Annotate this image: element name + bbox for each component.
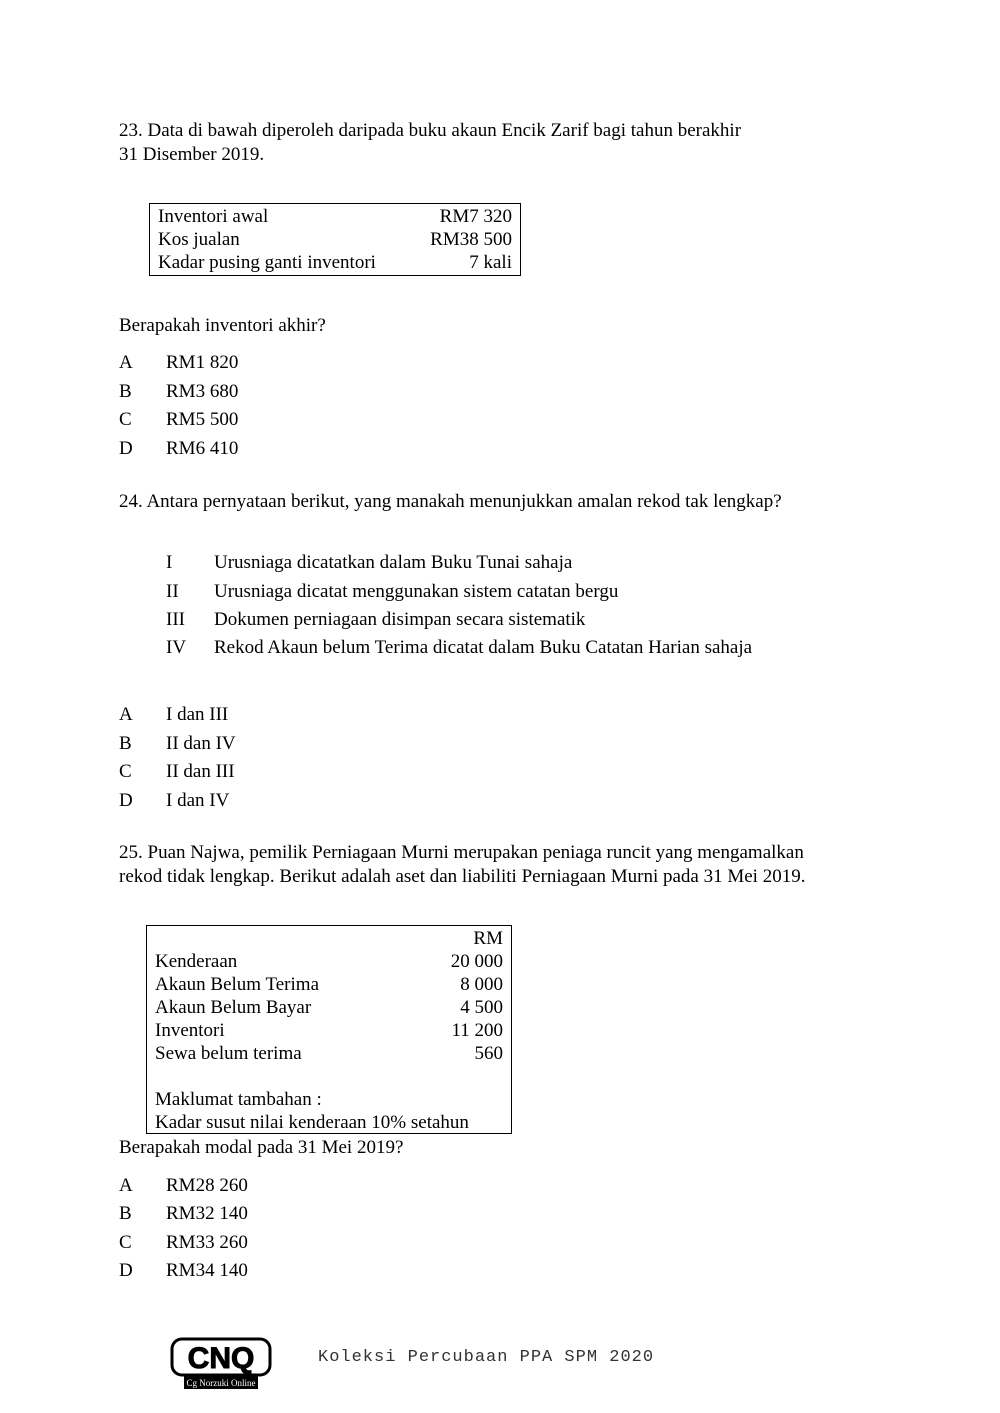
q25-row-label: Kenderaan xyxy=(155,951,238,972)
option-letter: B xyxy=(119,1203,132,1224)
q23-table-row xyxy=(150,251,520,274)
q25-table-row xyxy=(147,973,511,996)
q23-question: Berapakah inventori akhir? xyxy=(119,315,326,336)
option-text: RM32 140 xyxy=(166,1203,248,1224)
q23-row-label: Kos jualan xyxy=(158,229,240,250)
option-text: RM34 140 xyxy=(166,1260,248,1281)
q23-row-label: Kadar pusing ganti inventori xyxy=(158,252,376,273)
q25-row-value: 4 500 xyxy=(460,997,503,1018)
logo-text: CNQ xyxy=(187,1342,255,1375)
statement-text: Dokumen perniagaan disimpan secara sistematik xyxy=(214,609,586,630)
q25-row-value: 8 000 xyxy=(460,974,503,995)
option-letter: B xyxy=(119,381,132,402)
option-letter: A xyxy=(119,352,133,373)
q23-row-label: Inventori awal xyxy=(158,206,269,227)
option-letter: D xyxy=(119,790,133,811)
option-text: RM5 500 xyxy=(166,409,239,430)
statement-text: Urusniaga dicatat menggunakan sistem catatan bergu xyxy=(214,581,619,602)
q25-note-title-row xyxy=(147,1088,511,1111)
q25-text-line1: 25. Puan Najwa, pemilik Perniagaan Murni merupakan peniaga runcit yang mengamalkan xyxy=(119,842,804,863)
q25-row-label: Akaun Belum Bayar xyxy=(155,997,312,1018)
option-text: I dan III xyxy=(166,704,229,725)
option-letter: C xyxy=(119,761,132,782)
q23-table-row xyxy=(150,228,520,251)
option-text: II dan III xyxy=(166,761,235,782)
q23-row-value: RM7 320 xyxy=(439,206,512,227)
statement-numeral: I xyxy=(166,552,173,573)
q25-note-text-row xyxy=(147,1111,511,1134)
option-letter: A xyxy=(119,1175,133,1196)
q25-note-text: Kadar susut nilai kenderaan 10% setahun xyxy=(155,1112,469,1133)
statement-text: Rekod Akaun belum Terima dicatat dalam Buku Catatan Harian sahaja xyxy=(214,637,753,658)
q25-table-header xyxy=(147,927,511,950)
q23-row-value: 7 kali xyxy=(469,252,512,273)
option-letter: C xyxy=(119,409,132,430)
statement-numeral: III xyxy=(166,609,185,630)
q23-table-row xyxy=(150,205,520,228)
q25-row-label: Inventori xyxy=(155,1020,225,1041)
q23-data-table xyxy=(149,203,521,276)
option-text: II dan IV xyxy=(166,733,236,754)
q25-data-table xyxy=(146,925,512,1134)
option-text: I dan IV xyxy=(166,790,230,811)
logo-subtext: Cg Norzuki Online xyxy=(186,1378,256,1388)
option-text: RM6 410 xyxy=(166,438,239,459)
statement-numeral: II xyxy=(166,581,179,602)
option-letter: D xyxy=(119,438,133,459)
option-text: RM28 260 xyxy=(166,1175,248,1196)
option-letter: C xyxy=(119,1232,132,1253)
footer-collection-title: Koleksi Percubaan PPA SPM 2020 xyxy=(318,1348,655,1367)
q23-text-line2: 31 Disember 2019. xyxy=(119,144,265,165)
q25-table-row xyxy=(147,950,511,973)
q25-row-label: Akaun Belum Terima xyxy=(155,974,320,995)
option-letter: A xyxy=(119,704,133,725)
statement-numeral: IV xyxy=(166,637,187,658)
q25-table-row xyxy=(147,996,511,1019)
q25-row-value: 20 000 xyxy=(450,951,503,972)
option-letter: D xyxy=(119,1260,133,1281)
q25-table-row xyxy=(147,1042,511,1065)
statement-text: Urusniaga dicatatkan dalam Buku Tunai sahaja xyxy=(214,552,573,573)
q25-question: Berapakah modal pada 31 Mei 2019? xyxy=(119,1137,404,1158)
q25-row-label: Sewa belum terima xyxy=(155,1043,302,1064)
q23-text-line1: 23. Data di bawah diperoleh daripada buku akaun Encik Zarif bagi tahun berakhir xyxy=(119,120,742,141)
q25-text-line2: rekod tidak lengkap. Berikut adalah aset dan liabiliti Perniagaan Murni pada 31 Mei 2019. xyxy=(119,866,806,887)
cnq-logo-icon xyxy=(170,1337,272,1391)
q24-text-line1: 24. Antara pernyataan berikut, yang manakah menunjukkan amalan rekod tak lengkap? xyxy=(119,491,782,512)
q25-header-rm: RM xyxy=(473,928,503,949)
option-text: RM1 820 xyxy=(166,352,239,373)
q25-table-row xyxy=(147,1019,511,1042)
option-text: RM3 680 xyxy=(166,381,239,402)
q25-row-value: 11 200 xyxy=(451,1020,503,1041)
q23-row-value: RM38 500 xyxy=(430,229,512,250)
q25-note-title: Maklumat tambahan : xyxy=(155,1089,322,1110)
q25-row-value: 560 xyxy=(474,1043,503,1064)
option-letter: B xyxy=(119,733,132,754)
option-text: RM33 260 xyxy=(166,1232,248,1253)
